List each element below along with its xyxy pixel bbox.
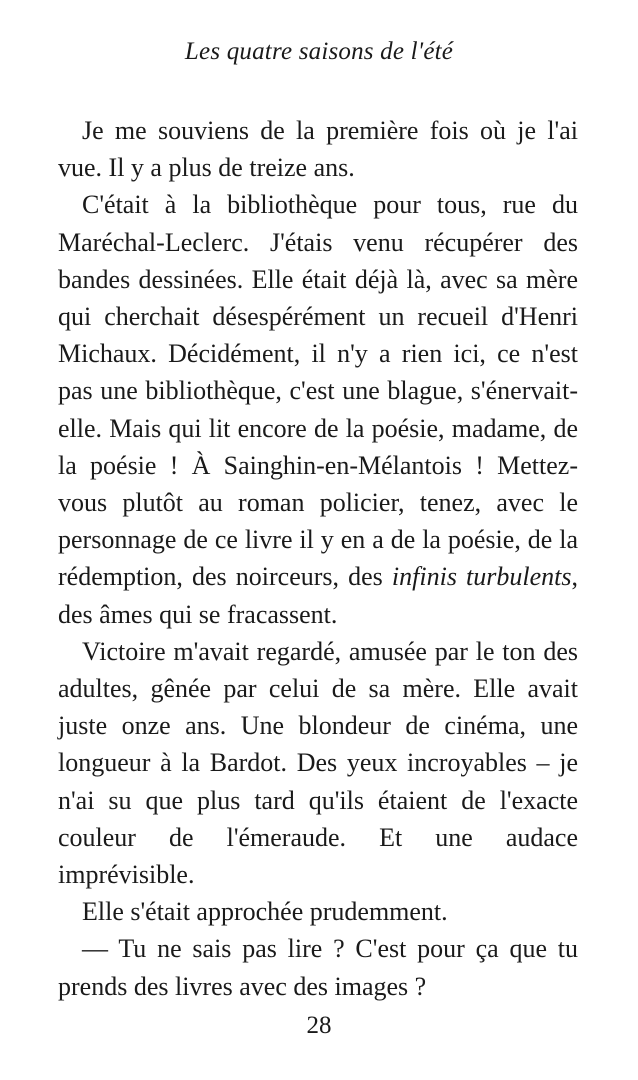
paragraph xyxy=(58,893,578,930)
dialogue-line xyxy=(58,930,578,1004)
text-segment: Elle s'était approchée prudemment. xyxy=(82,897,448,927)
paragraph xyxy=(58,112,578,186)
text-segment: Victoire m'avait regardé, amusée par le ton des adultes, gênée par celui de sa mère. Elle avait juste onze ans. Une blondeur de cinéma, une longueur à la Bardot. Des yeux incroyables – je n'ai su que plus tard qu'ils étaient de l'exacte couleur de l'émeraude. Et une audace imprévisible. xyxy=(58,636,578,890)
page-number: 28 xyxy=(306,1012,332,1039)
running-head: Les quatre saisons de l'été xyxy=(184,38,454,65)
text-segment: , des âmes qui se fracassent. xyxy=(58,562,578,629)
text-segment: C'était à la bibliothèque pour tous, rue du Maréchal-Leclerc. J'étais venu récupérer des bandes dessinées. Elle était déjà là, avec sa mère qui cherchait désespérément un recueil d'Henri Michaux. Décidément, il n'y a rien ici, ce n'est pas une bibliothèque, c'est une blague, s'énervait-elle. Mais qui lit encore de la poésie, madame, de la poésie ! À Sainghin-en-Mélantois ! Mettez-vous plutôt au roman policier, tenez, avec le personnage de ce livre il y en a de la poésie, de la rédemption, des noirceurs, des xyxy=(58,190,578,592)
paragraph xyxy=(58,633,578,893)
italic-phrase: infinis turbulents xyxy=(391,562,572,592)
text-segment: — Tu ne sais pas lire ? C'est pour ça que tu prends des livres avec des images ? xyxy=(58,934,578,1001)
paragraph xyxy=(58,186,578,632)
body-text xyxy=(58,112,578,1005)
text-segment: Je me souviens de la première fois où je l'ai vue. Il y a plus de treize ans. xyxy=(58,116,578,183)
